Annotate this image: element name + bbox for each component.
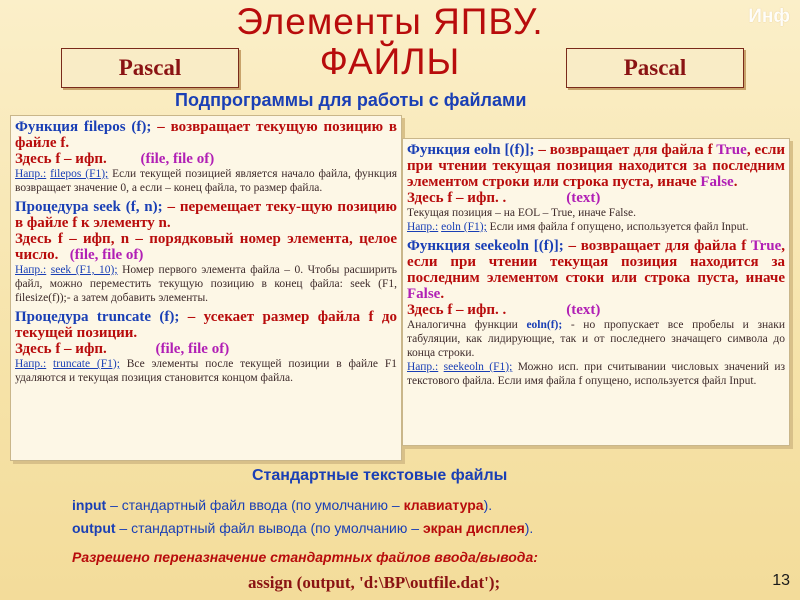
corner-tag: Инф — [748, 6, 790, 27]
filepos-description: Функция filepos (f); – возвращает текущую позицию в файле f. — [15, 119, 398, 151]
truncate-description: Процедура truncate (f); – усекает размер файла f до текущей позиции. — [15, 309, 397, 341]
eoln-note: Текущая позиция – на EOL – True, иначе False. — [407, 207, 636, 219]
truncate-params: Здесь f – ифп. (file, file of) — [15, 341, 230, 357]
pascal-label-right: Pascal — [566, 48, 744, 88]
slide-title — [210, 2, 570, 82]
filepos-example: Напр.: filepos (F1); Если текущей позицией является начало файла, функция возвращает значение 0, а если – конец файла, то размер файла. — [15, 168, 398, 194]
page-number: 13 — [772, 572, 790, 589]
std-files-title: Стандартные текстовые файлы — [252, 467, 508, 484]
title-line-2: ФАЙЛЫ — [319, 41, 461, 82]
seek-params: Здесь f – ифп, n – порядковый номер элемента, целое число. (file, file of) — [15, 231, 397, 263]
eoln-params: Здесь f – ифп. . (text) — [407, 190, 601, 206]
std-output-line: output – стандартный файл вывода (по умолчанию – экран дисплея). — [72, 520, 534, 536]
seekeoln-example: Напр.: seekeoln (F1); Можно исп. при считывании числовых значений из текстового файла. Если имя файла f опущено, используется файл Input. — [407, 361, 786, 387]
seek-description: Процедура seek (f, n); – перемещает теку-щую позицию в файле f к элементу n. — [15, 199, 397, 231]
truncate-example: Напр.: truncate (F1); Все элементы после текущей позиции в файле F1 удаляются и текущая позиция становится концом файла. — [15, 358, 397, 384]
title-line-1: Элементы ЯПВУ. — [236, 1, 544, 42]
section-subtitle: Подпрограммы для работы с файлами — [175, 90, 527, 110]
left-panel — [10, 115, 402, 461]
filepos-params: Здесь f – ифп. (file, file of) — [15, 151, 215, 167]
pascal-label-left: Pascal — [61, 48, 239, 88]
eoln-description: Функция eoln [(f)]; – возвращает для файла f True, если при чтении текущая позиция находится за последним элементом строки или строка пуста, иначе False. — [407, 142, 786, 190]
seekeoln-params: Здесь f – ифп. . (text) — [407, 302, 601, 318]
eoln-example: Напр.: eoln (F1); Если имя файла f опущено, используется файл Input. — [407, 221, 749, 233]
seek-example: Напр.: seek (F1, 10); Номер первого элемента файла – 0. Чтобы расширить файл, можно переместить текущую позицию в конец файла: seek (F1, filesize(f));- а затем добавить элементы. — [15, 264, 398, 304]
assign-code: assign (output, 'd:\BP\outfile.dat'); — [248, 573, 501, 592]
seekeoln-note: Аналогична функции eoln(f); - но пропускает все пробелы и знаки табуляции, как лидирующие, так и от последнего значащего символа до конца строки. — [407, 319, 785, 359]
right-panel — [402, 138, 790, 446]
std-input-line: input – стандартный файл ввода (по умолчанию – клавиатура). — [72, 497, 493, 513]
seekeoln-description: Функция seekeoln [(f)]; – возвращает для файла f True, если при чтении текущая позиция находится за последним элементом стоки или строка пуста, иначе False. — [407, 238, 786, 302]
std-reassign-note: Разрешено переназначение стандартных файлов ввода/вывода: — [72, 549, 538, 565]
